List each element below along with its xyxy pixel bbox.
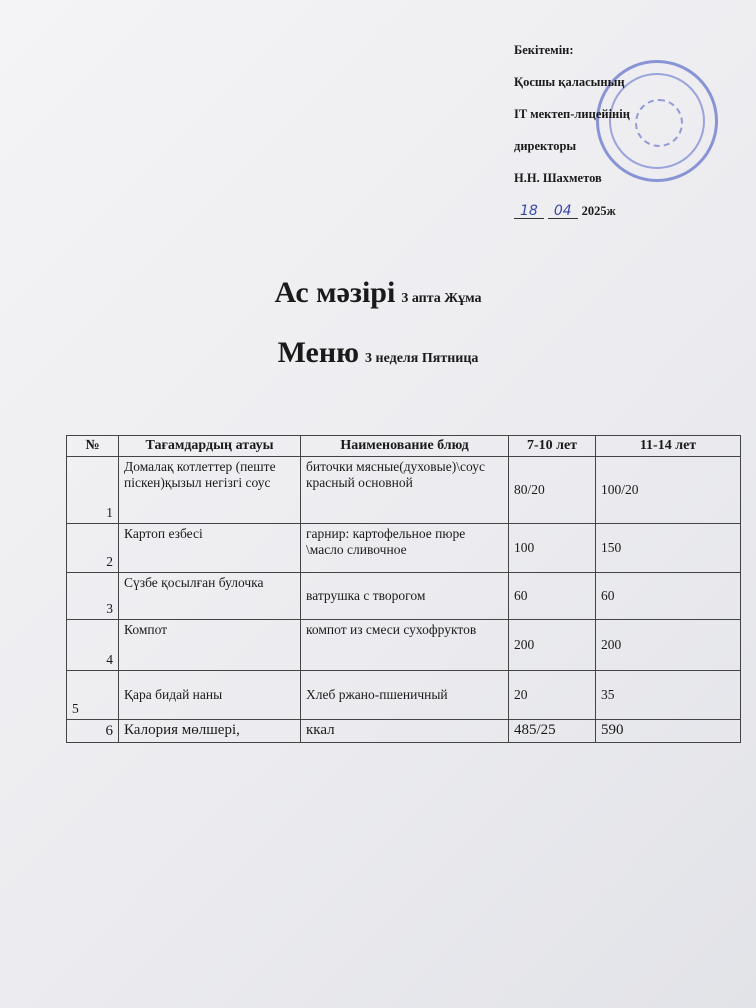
- portion-11-14: 100/20: [596, 457, 741, 524]
- table-header-row: [67, 436, 741, 457]
- calorie-11-14: 590: [596, 720, 741, 743]
- approval-line-1: Бекітемін:: [514, 43, 574, 57]
- approval-date: [514, 204, 734, 236]
- dish-name-ru: ватрушка с творогом: [301, 573, 509, 620]
- table-row: [67, 620, 741, 671]
- dish-name-kz: Сүзбе қосылған булочка: [119, 573, 301, 620]
- title-kazakh: [0, 276, 756, 310]
- date-month: 04: [548, 204, 578, 219]
- header-dish-kz: Тағамдардың атауы: [119, 436, 301, 457]
- dish-name-kz: Қара бидай наны: [119, 671, 301, 720]
- portion-11-14: 60: [596, 573, 741, 620]
- dish-name-kz: Картоп езбесі: [119, 524, 301, 573]
- portion-7-10: 60: [509, 573, 596, 620]
- dish-name-ru: Хлеб ржано-пшеничный: [301, 671, 509, 720]
- header-age-11-14: 11-14 лет: [596, 436, 741, 457]
- title-russian-main: Меню: [277, 336, 360, 369]
- header-dish-ru: Наименование блюд: [301, 436, 509, 457]
- table-row: [67, 573, 741, 620]
- date-day: 18: [514, 204, 544, 219]
- dish-name-kz: Компот: [119, 620, 301, 671]
- calorie-7-10: 485/25: [509, 720, 596, 743]
- calorie-unit: ккал: [301, 720, 509, 743]
- dish-name-ru: гарнир: картофельное пюре \масло сливочное: [301, 524, 509, 573]
- total-row-number: 6: [67, 720, 119, 743]
- portion-11-14: 200: [596, 620, 741, 671]
- title-kazakh-sub: 3 апта Жұма: [401, 291, 482, 306]
- date-year: 2025ж: [581, 204, 616, 218]
- table-total-row: [67, 720, 741, 743]
- dish-name-kz: Домалақ котлеттер (пеште піскен)қызыл негізгі соус: [119, 457, 301, 524]
- menu-table: [66, 435, 741, 743]
- title-kazakh-main: Ас мәзірі: [274, 276, 396, 309]
- dish-name-ru: компот из смеси сухофруктов: [301, 620, 509, 671]
- title-russian: [0, 336, 756, 370]
- approval-director-name: Н.Н. Шахметов: [514, 171, 602, 185]
- table-row: [67, 524, 741, 573]
- row-number: 3: [67, 573, 119, 620]
- portion-7-10: 200: [509, 620, 596, 671]
- portion-7-10: 80/20: [509, 457, 596, 524]
- portion-11-14: 35: [596, 671, 741, 720]
- row-number: 4: [67, 620, 119, 671]
- portion-11-14: 150: [596, 524, 741, 573]
- portion-7-10: 20: [509, 671, 596, 720]
- approval-line-2: Қосшы қаласының: [514, 75, 625, 89]
- dish-name-ru: биточки мясные(духовые)\соус красный основной: [301, 457, 509, 524]
- table-row: [67, 671, 741, 720]
- approval-line-4: директоры: [514, 139, 577, 153]
- approval-block: [514, 44, 734, 236]
- header-number: №: [67, 436, 119, 457]
- calorie-label: Калория мөлшері,: [119, 720, 301, 743]
- title-russian-sub: 3 неделя Пятница: [365, 351, 479, 366]
- header-age-7-10: 7-10 лет: [509, 436, 596, 457]
- row-number: 5: [67, 671, 119, 720]
- row-number: 2: [67, 524, 119, 573]
- portion-7-10: 100: [509, 524, 596, 573]
- table-row: [67, 457, 741, 524]
- approval-line-3: IT мектеп-лицейінің: [514, 107, 630, 121]
- row-number: 1: [67, 457, 119, 524]
